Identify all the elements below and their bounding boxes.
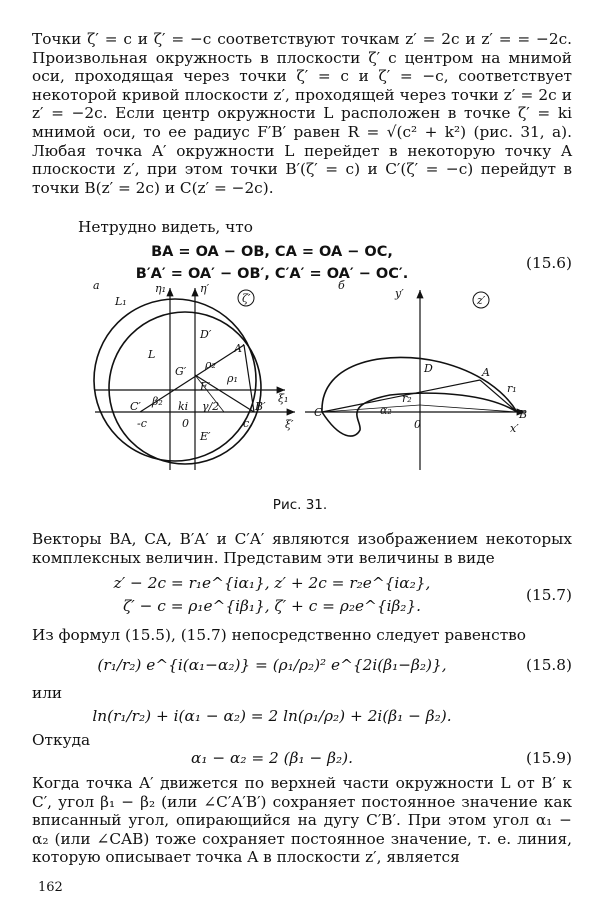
label-y: y′ bbox=[395, 287, 404, 300]
equation-number-15-8: (15.8) bbox=[526, 656, 572, 674]
label-beta2: β₂ bbox=[152, 395, 163, 408]
label-b: б bbox=[338, 279, 345, 292]
label-ki: ki bbox=[178, 400, 189, 413]
label-E: E′ bbox=[200, 430, 211, 443]
figure-right bbox=[305, 290, 528, 470]
equation-ln-body: ln(r₁/r₂) + i(α₁ − α₂) = 2 ln(ρ₁/ρ₂) + 2i(β₁ − β₂). bbox=[92, 707, 452, 725]
label-plane-z: z′ bbox=[477, 294, 486, 307]
label-a: а bbox=[93, 279, 100, 292]
label-D-right: D bbox=[424, 362, 433, 375]
figure-left bbox=[94, 288, 295, 470]
label-D: D′ bbox=[200, 328, 212, 341]
label-x: x′ bbox=[510, 422, 519, 435]
label-G: G′ bbox=[175, 365, 187, 378]
equation-number-15-7: (15.7) bbox=[526, 586, 572, 604]
equation-number-15-9: (15.9) bbox=[526, 749, 572, 767]
paragraph-or: или bbox=[32, 684, 63, 702]
equation-15-9-body: α₁ − α₂ = 2 (β₁ − β₂). bbox=[191, 749, 353, 767]
label-F: F′ bbox=[200, 380, 211, 393]
chord-CA-right bbox=[322, 380, 480, 412]
label-B: B′ bbox=[255, 400, 266, 413]
circle-L bbox=[109, 312, 261, 464]
equation-15-8-body: (r₁/r₂) e^{i(α₁−α₂)} = (ρ₁/ρ₂)² e^{2i(β₁−β₂)}, bbox=[97, 656, 447, 674]
equation-15-6-line1: BA = OA − OB, CA = OA − OC, bbox=[151, 244, 393, 260]
paragraph-conclusion: Когда точка A′ движется по верхней части окружности L от B′ к C′, угол β₁ − β₂ (или ∠C′A′B′) сохраняет постоянное значение как вписанный угол, опирающийся на дугу C′B′. При этом угол α₁ − α₂ (или ∠CAB) тоже сохраняет постоянное значение, т. е. линия, которую описывает точка A в плоскости z′, является bbox=[32, 774, 572, 867]
label-O-right: 0 bbox=[414, 418, 421, 431]
paragraph-whence: Откуда bbox=[32, 731, 91, 749]
label-C: C′ bbox=[130, 400, 141, 413]
equation-15-7 bbox=[32, 574, 572, 616]
equation-ln bbox=[32, 707, 572, 726]
label-L1: L₁ bbox=[115, 295, 127, 308]
label-xi: ξ′ bbox=[285, 418, 294, 431]
label-rho1: ρ₁ bbox=[227, 372, 238, 385]
paragraph-intro: Точки ζ′ = c и ζ′ = −c соответствуют точкам z′ = 2c и z′ = = −2c. Произвольная окружность в плоскости ζ′ с центром на мнимой оси, проходящая через точки ζ′ = c и ζ′ = −c, соответствует некоторой кривой плоскости z′, проходящей через точки z′ = 2c и z′ = −2c. Если центр окружности L расположен в точке ζ′ = ki мнимой оси, то ее радиус F′B′ равен R = √(c² + k²) (рис. 31, а). Любая точка A′ окружности L перейдет в некоторую точку A плоскости z′, при этом точки B′(ζ′ = c) и C′(ζ′ = −c) перейдут в точки B(z′ = 2c) и C(z′ = −2c). bbox=[32, 30, 572, 197]
equation-15-7-line2: ζ′ − c = ρ₁e^{iβ₁}, ζ′ + c = ρ₂e^{iβ₂}. bbox=[122, 597, 422, 615]
paragraph-vectors: Векторы BA, CA, B′A′ и C′A′ являются изображением некоторых комплексных величин. Представим эти величины в виде bbox=[32, 530, 572, 567]
label-r2: r₂ bbox=[402, 392, 412, 405]
equation-15-7-line1: z′ − 2c = r₁e^{iα₁}, z′ + 2c = r₂e^{iα₂}, bbox=[113, 574, 431, 592]
label-rho2: ρ₂ bbox=[205, 358, 216, 371]
label-minus-c: -c bbox=[137, 417, 147, 430]
label-c: c bbox=[243, 417, 250, 430]
label-C-right: C bbox=[314, 406, 323, 419]
page-number: 162 bbox=[38, 880, 63, 895]
label-L: L bbox=[148, 348, 156, 361]
label-A: A′ bbox=[234, 342, 245, 355]
paragraph-lead: Нетрудно видеть, что bbox=[78, 218, 253, 236]
figure-31 bbox=[0, 270, 600, 492]
label-gamma: γ/2 bbox=[202, 400, 220, 413]
label-alpha2: α₂ bbox=[380, 404, 392, 417]
paragraph-formulas: Из формул (15.5), (15.7) непосредственно следует равенство bbox=[32, 626, 526, 644]
equation-15-8 bbox=[32, 656, 572, 675]
label-O-left: 0 bbox=[182, 417, 189, 430]
equation-15-6-line2: B′A′ = OA′ − OB′, C′A′ = OA′ − OC′. bbox=[135, 266, 409, 282]
figure-caption: Рис. 31. bbox=[272, 497, 328, 513]
label-eta1: η₁ bbox=[155, 282, 166, 295]
label-r1: r₁ bbox=[507, 382, 517, 395]
figure-left-labels bbox=[93, 279, 294, 443]
label-xi1: ξ₁ bbox=[278, 392, 289, 405]
equation-number-15-6: (15.6) bbox=[526, 254, 572, 272]
label-B-right: B bbox=[519, 408, 528, 421]
label-plane-zeta: ζ′ bbox=[242, 292, 251, 305]
equation-15-9 bbox=[32, 749, 572, 768]
label-A-right: A bbox=[482, 366, 490, 379]
label-eta: η′ bbox=[200, 282, 210, 295]
